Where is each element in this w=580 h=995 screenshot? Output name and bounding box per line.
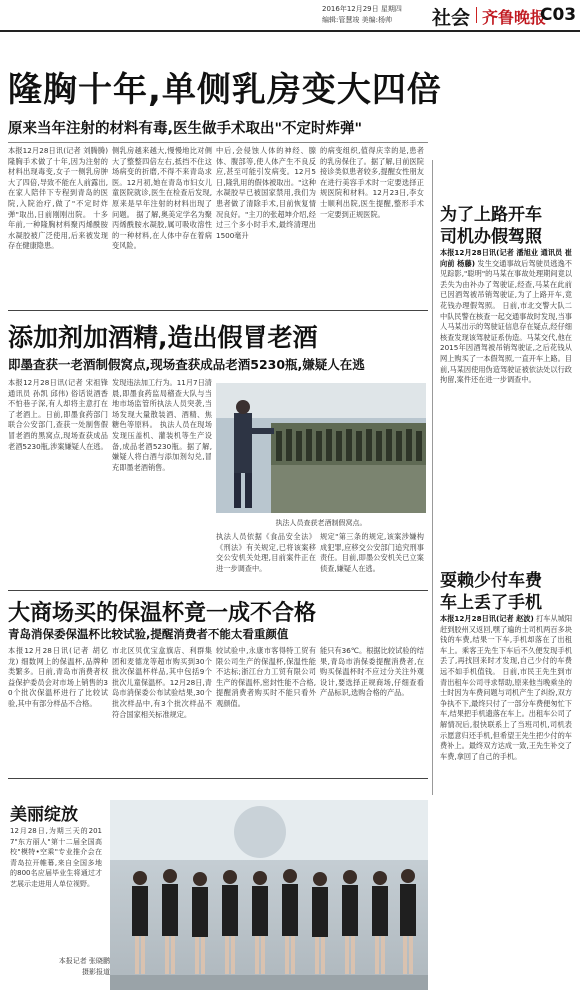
story2-col4: 规定"第三条的规定,该案涉嫌构成犯罪,应移交公安部门追究刑事责任。目前,即墨公安机关已立案侦查,嫌疑人在逃。 — [320, 532, 424, 573]
story1-col2: 侧乳房越来越大,慢慢地比对侧大了整整四倍左右,抵挡不住这场病变的折磨,不得不来青岛求医。12月初,她在青岛市妇女儿童医院就诊,医生在检查后发现,原来是早年注射的材料出现了问题。 据了解,奥美定学名为聚丙烯酰胺水凝胶,属可吸收溶性的一种材料,在人体中存在着病变风险。 — [112, 146, 212, 251]
newspaper-logo: 齐鲁晚报 — [482, 8, 547, 27]
story2-photo-caption: 执法人员查获老酒制假窝点。 — [275, 519, 367, 527]
story3-subheadline: 青岛消保委保温杯比较试验,提醒消费者不能太看重颜值 — [8, 627, 289, 641]
story4-headline: 美丽绽放 — [10, 805, 78, 825]
story6-headline-line2: 车上丢了手机 — [440, 593, 542, 613]
story2-col3: 执法人员依据《食品安全法》《刑法》有关规定,已将该案移交公安机关处理,目前案件正在进一步调查中。 — [216, 532, 316, 573]
story1-col3: 中后,会侵蚀人体的神经、腺体、腹部等,使人体产生不良反应,甚至可能引发病变。12月5日,隆乳用的假体被取出。"这种水凝胶早已被国家禁用,我们为患者做了清除手术,目前恢复情况良好。"主刀的张超坤介绍,经过三个多小时手术,最终清理出1500毫升 — [216, 146, 316, 240]
page-header — [0, 0, 580, 32]
story4-body: 12月28日,为期三天的2017"东方丽人"第十二届全国高校"模特•空乘"专业推介会在青岛拉开帷幕,来自全国多地的800名应届毕业生将通过才艺展示走进用人单位视野。 — [10, 827, 102, 888]
issue-date: 2016年12月29日 星期四 — [322, 5, 402, 13]
story3-headline: 大商场买的保温杯竟一成不合格 — [8, 601, 317, 626]
story6-body: 本报12月28日讯(记者 赵波) 打车从城阳赶到胶州又返回,嘿了遍的士司机两百多块钱的车费,结果一下车,手机却落在了出租车上。乘客王先生下车后不久便发现手机丢了,再找回来时才发现,自己少付的车费远不如手机值钱。 日前,市民王先生到市青出租车公司寻求帮助,原来他当晚乘坐的士时因为车费问题与司机产生了纠纷,双方争执不下,最终只付了一部分车费便匆忙下车,结果把手机遗落在车上。出租车公司了解情况后,很快联系上了当班司机,司机表示愿意归还手机,但希望王先生把少付的车费补上。最终双方达成一致,王先生补交了车费,拿回了自己的手机。 — [440, 614, 572, 761]
story2-col2: 发现违法加工行为。11月7日清晨,即墨食药监局稽查大队与当地市场监管所执法人员突袭,当场发现大量散装酒、酒精、焦糖色等原料。 执法人员在现场发现压盖机、灌装机等生产设备,成品老酒5230瓶。据了解,嫌疑人将白酒与添加剂勾兑,冒充即墨老酒销售。 — [112, 378, 212, 472]
editor-credit: 编辑:管慧竣 美编:杨帅 — [322, 16, 392, 24]
story2-col1: 本报12月28日讯(记者 宋祖锋 通讯员 孙凯 邱伟) 俗话说酒香不怕巷子深,有人却将主意打在了老酒上。日前,即墨食药部门联合公安部门,查获一处制售假冒老酒的黑窝点,现场查获成品老酒5230瓶,涉案嫌疑人在逃。 — [8, 378, 108, 451]
story2-headline: 添加剂加酒精,造出假冒老酒 — [8, 323, 318, 352]
wine-bottles-photo — [216, 383, 426, 513]
story3-col4: 能只有36℃。根据比较试验的结果,青岛市消保委提醒消费者,在购买保温杯时不应过分关注外观设计,要选择正规商场,仔细查看产品标识,选购合格的产品。 — [320, 646, 424, 698]
page-number: C03 — [540, 5, 577, 25]
story1-subheadline: 原来当年注射的材料有毒,医生做手术取出"不定时炸弹" — [8, 121, 363, 137]
story6-headline: 耍赖少付车费 — [440, 571, 542, 591]
story3-top-rule — [8, 590, 428, 591]
story1-col1: 本报12月28日讯(记者 刘腾腾) 隆胸手术做了十年,因为注射的材料出现毒变,女子一侧乳房肿大了四倍,导致不能在人前露出,在家人陪伴下专程到青岛的医院,入院治疗,做了"不定时炸弹"取出,日前刚刚出院。 十多年前,一种隆胸材料聚丙烯酰胺水凝胶被广泛使用,后来被发现存在健康隐患。 — [8, 146, 108, 251]
story2-top-rule — [8, 310, 428, 311]
story3-col1: 本报12月28日讯(记者 胡亿 龙) 细数网上的保温杯,品牌种类繁多。日前,青岛市消费者权益保护委员会对市场上销售的30个批次保温杯进行了比较试验,其中有部分样品不合格。 — [8, 646, 108, 708]
story3-col2: 市北区贝优宝盒旗店、利群集团和麦德龙等超市购买到30个批次保温杯样品,其中包括9个批次儿童保温杯。12月28日,青岛市消保委公布试验结果,30个批次样品中,有3个批次样品不符合国家相关标准规定。 — [112, 646, 212, 719]
story5-headline-line2: 司机办假驾照 — [440, 227, 542, 247]
story4-top-rule — [8, 778, 428, 779]
story5-headline: 为了上路开车 — [440, 205, 542, 225]
story4-credit-reporter: 本报记者 张晓鹏 — [58, 957, 110, 965]
story3-col3: 较试验中,永康市客得特工贸有限公司生产的保温杯,保温性能不达标;浙江台力工贸有限公司生产的保温杯,密封性能不合格,提醒消费者购买时不能只看外观颜值。 — [216, 646, 316, 708]
story1-rule — [8, 142, 428, 143]
story2-photo — [216, 383, 426, 513]
models-runway-photo — [110, 800, 428, 990]
story1-headline: 隆胸十年,单侧乳房变大四倍 — [8, 70, 442, 110]
story2-subheadline: 即墨查获一老酒制假窝点,现场查获成品老酒5230瓶,嫌疑人在逃 — [8, 357, 365, 372]
column-divider — [432, 160, 433, 795]
story4-credit-photo: 摄影报道 — [82, 968, 110, 976]
section-title: 社会 — [432, 7, 471, 29]
header-divider — [476, 7, 477, 23]
story1-col4: 的病变组织,值得庆幸的是,患者的乳房保住了。据了解,目前医院接诊类似患者较多,提醒女性朋友在进行美容手术时一定要选择正规医院和材料。12月23日,李女士顺利出院,医生提醒,整形手术一定要到正规医院。 — [320, 146, 424, 219]
story5-body: 本报12月28日讯(记者 潘旭业 通讯员 崔向前 杨藤) 发生交通事故后驾驶员逃逸不见踪影,"聪明"的马某在事故处理期间竟以丢失为由补办了驾驶证,经查,马某在此前已因酒驾被吊销驾驶证,为了上路开车,竟花钱办理假驾照。 日前,市北交警大队二中队民警在核查一起交通事故时发现,当事人马某出示的驾驶证信息存在疑点,经仔细核查发现该驾驶证系伪造。马某交代,他在2015年因酒驾被吊销驾驶证,之后花钱从网上购买了一本假驾照,一直开车上路。目前,马某因使用伪造驾驶证被依法处以行政拘留,案件还在进一步调查中。 — [440, 248, 572, 385]
story4-photo — [110, 800, 428, 990]
